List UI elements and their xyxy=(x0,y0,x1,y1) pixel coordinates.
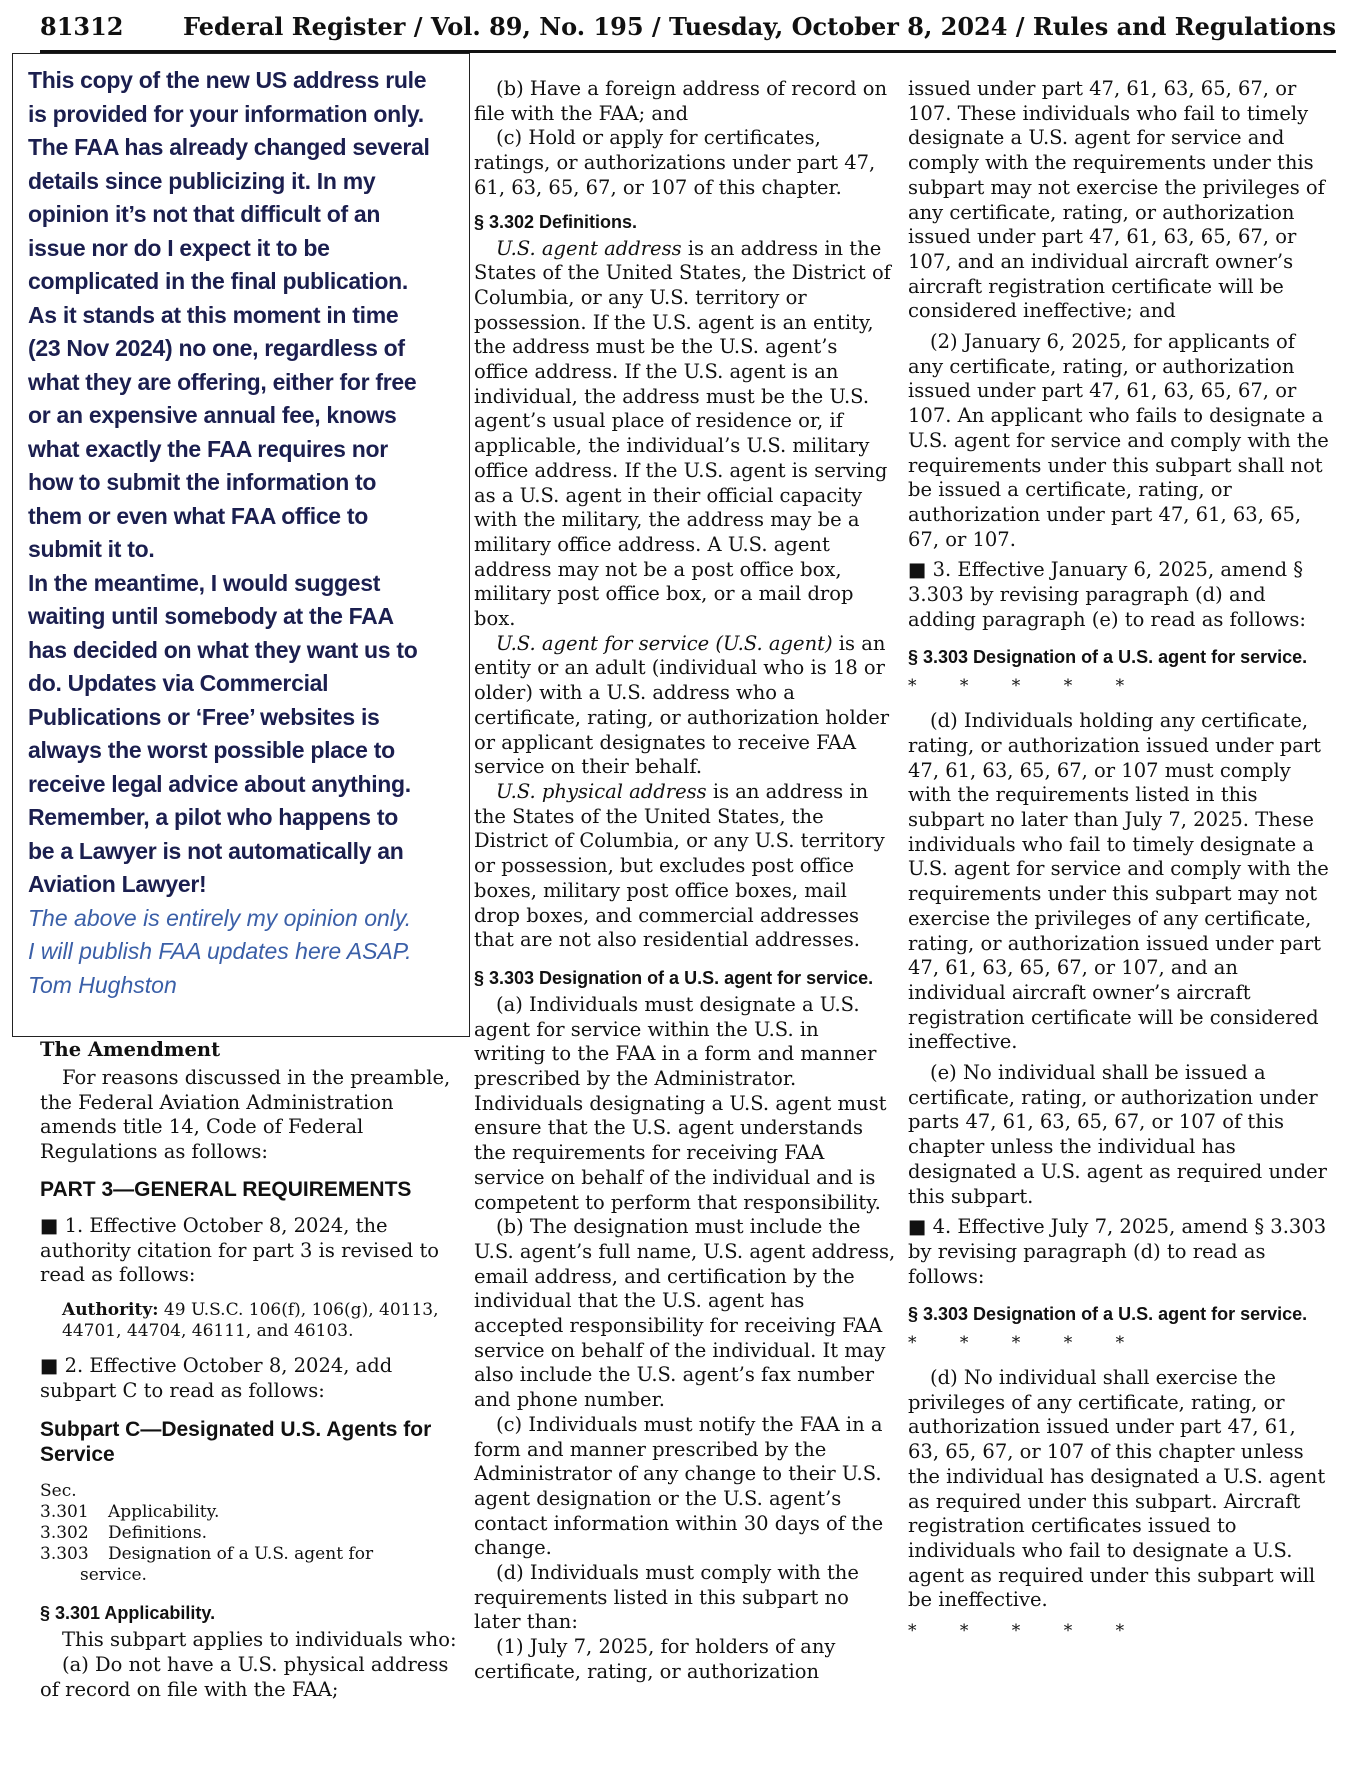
revised-e: (e) No individual shall be issued a certificate, rating, or authorization under parts 47, 61, 63, 65, 67, or 107 of this chapter unless the individual has designated a U.S. agent as required under this subpart. xyxy=(908,1061,1327,1208)
publication-title: Federal Register / Vol. 89, No. 195 / Tuesday, October 8, 2024 / Rules and Regulations xyxy=(183,12,1336,41)
final-d: (d) No individual shall exercise the privileges of any certificate, rating, or authorization issued under part 47, 61, 63, 65, 67, or 107 of this chapter unless the individual has designated a U.S. agent as required under this subpart. Aircraft registration certificates issued to individuals who fail to designate a U.S. agent as required under this subpart will be ineffective. xyxy=(908,1366,1326,1612)
note-line: Aviation Lawyer! xyxy=(28,871,207,897)
note-line: has decided on what they want us to xyxy=(28,636,418,663)
note-line: complicated in the final publication. xyxy=(28,268,408,294)
note-line: issue nor do I expect it to be xyxy=(28,234,330,261)
note-signature: Tom Hughston xyxy=(28,971,177,998)
amendment-heading: The Amendment xyxy=(40,1038,221,1061)
note-line: receive legal advice about anything. xyxy=(28,770,411,797)
note-line: or an expensive annual fee, knows xyxy=(28,402,397,428)
designation-c: (c) Individuals must notify the FAA in a form and manner prescribed by the Administrator of any change to their U.S. agent designation or the U.S. agent’s contact information within 30 days of the change. xyxy=(474,1412,884,1560)
designation-d2: (2) January 6, 2025, for applicants of any certificate, rating, or authorization issued under part 47, 61, 63, 65, 67, or 107. An applicant who fails to designate a U.S. agent for service and comply with the requirements under this subpart shall not be issued a certificate, rating, or authorization under part 47, 61, 63, 65, 67, or 107. xyxy=(908,330,1329,551)
section-heading-3301: § 3.301 Applicability. xyxy=(40,1603,216,1624)
note-line: always the worst possible place to xyxy=(28,737,395,763)
toc-num: 3.303 xyxy=(40,1544,89,1565)
note-line: details since publicizing it. In my xyxy=(28,167,376,194)
designation-d1: (1) July 7, 2025, for holders of any certificate, rating, or authorization xyxy=(474,1635,836,1683)
subpart-heading: Subpart C—Designated U.S. Agents for Service xyxy=(40,1418,432,1467)
note-italic-line: I will publish FAA updates here ASAP. xyxy=(28,938,412,964)
note-line: is provided for your information only. xyxy=(28,100,424,127)
toc-title: Definitions. xyxy=(108,1523,207,1544)
note-line: them or even what FAA office to xyxy=(28,502,369,529)
authority-label: Authority: xyxy=(62,1299,159,1320)
note-line: Remember, a pilot who happens to xyxy=(28,804,398,830)
designation-d: (d) Individuals must comply with the requirements listed in this subpart no later than: xyxy=(474,1561,859,1634)
note-italic-line: The above is entirely my opinion only. xyxy=(28,904,412,931)
definition-physical-address xyxy=(474,780,896,953)
note-line: be a Lawyer is not automatically an xyxy=(28,837,404,864)
column-2 xyxy=(474,77,896,1685)
section-heading-3303: § 3.303 Designation of a U.S. agent for service. xyxy=(474,967,874,988)
applicability-text: This subpart applies to individuals who: xyxy=(62,1628,457,1652)
amendatory-item-2: ■ 2. Effective October 8, 2024, add subpart C to read as follows: xyxy=(40,1354,460,1403)
note-line: In the meantime, I would suggest xyxy=(28,569,381,596)
note-line: As it stands at this moment in time xyxy=(28,301,399,328)
section-heading-3303-a: § 3.303 Designation of a U.S. agent for service. xyxy=(908,647,1308,668)
page-header xyxy=(40,12,1336,48)
column-1 xyxy=(40,1038,460,1702)
note-line: how to submit the information to xyxy=(28,469,377,495)
note-italic-text xyxy=(28,902,459,1003)
definition-term: U.S. agent address xyxy=(496,236,682,260)
toc-title: Designation of a U.S. agent for xyxy=(108,1544,374,1565)
amendment-text: For reasons discussed in the preamble, the Federal Aviation Administration amends title 14, Code of Federal Regulations as follows: xyxy=(40,1066,451,1164)
note-line: submit it to. xyxy=(28,536,155,562)
revised-d: (d) Individuals holding any certificate, rating, or authorization issued under part 47, 61, 63, 65, 67, or 107 must comply with the requirements listed in this subpart no later than July 7, 2025. These individuals who fail to timely designate a U.S. agent for service and comply with the requirements under this subpart may not exercise the privileges of any certificate, rating, or authorization issued under part 47, 61, 63, 65, 67, or 107, and an individual aircraft owner’s aircraft registration certificate will be considered ineffective. xyxy=(908,709,1329,1054)
note-line: Publications or ‘Free’ websites is xyxy=(28,703,380,730)
definition-text: is an address in the States of the United States, the District of Columbia, or any U.S. territory or possession. If the U.S. agent is an entity, the address must be the U.S. agent’s office address. If the U.S. agent is an individual, the address must be the U.S. agent’s usual place of residence or, if applicable, the individual’s U.S. military office address. If the U.S. agent is serving as a U.S. agent in their official capacity with the military, the address may be a military office address. A U.S. agent address may not be a post office box, military post office box, or a mail drop box. xyxy=(474,236,891,631)
amendatory-item-1: ■ 1. Effective October 8, 2024, the authority citation for part 3 is revised to read as follows: xyxy=(40,1214,460,1288)
toc-continuation: service. xyxy=(80,1565,147,1586)
definition-agent-for-service xyxy=(474,632,896,780)
omission-stars: * * * * * xyxy=(908,1333,1125,1354)
definition-term: U.S. physical address xyxy=(496,779,707,803)
designation-d1-continued: issued under part 47, 61, 63, 65, 67, or 107. These individuals who fail to timely designate a U.S. agent for service and comply with the requirements under this subpart may not exercise the privileges of any certificate, rating, or authorization issued under part 47, 61, 63, 65, 67, or 107, and an individual aircraft owner’s aircraft registration certificate will be considered ineffective; and xyxy=(908,77,1325,323)
amendatory-item-3: ■ 3. Effective January 6, 2025, amend § 3.303 by revising paragraph (d) and adding paragraph (e) to read as follows: xyxy=(908,558,1330,632)
section-heading-3303-b: § 3.303 Designation of a U.S. agent for service. xyxy=(908,1304,1308,1325)
note-bold-text xyxy=(28,64,459,902)
omission-stars: * * * * * xyxy=(908,676,1125,697)
authority-text: 49 U.S.C. 106(f), 106(g), 40113, 44701, 44704, 46111, and 46103. xyxy=(62,1299,439,1341)
editor-note-box xyxy=(12,53,470,1037)
definition-text: is an entity or an adult (individual who is 18 or older) with a U.S. address who a certificate, rating, or authorization holder or applicant designates to receive FAA service on their behalf. xyxy=(474,631,890,779)
toc-num: 3.301 xyxy=(40,1502,89,1523)
note-line: The FAA has already changed several xyxy=(28,134,430,160)
page-number: 81312 xyxy=(40,12,124,41)
applicability-a: (a) Do not have a U.S. physical address of record on file with the FAA; xyxy=(40,1653,449,1701)
section-heading-3302: § 3.302 Definitions. xyxy=(474,211,638,232)
designation-b: (b) The designation must include the U.S. agent’s full name, U.S. agent address, email address, and certification by the individual that the U.S. agent has accepted responsibility for receiving FAA service on behalf of the individual. It may also include the U.S. agent’s fax number and phone number. xyxy=(474,1215,896,1412)
note-line: do. Updates via Commercial xyxy=(28,670,329,696)
omission-stars: * * * * * xyxy=(908,1621,1125,1642)
applicability-c: (c) Hold or apply for certificates, ratings, or authorizations under part 47, 61, 63, 65, 67, or 107 of this chapter. xyxy=(474,126,876,199)
toc-num: 3.302 xyxy=(40,1523,89,1544)
column-3 xyxy=(908,77,1330,1654)
toc-row xyxy=(40,1544,460,1565)
note-line: what they are offering, either for free xyxy=(28,368,417,395)
amendatory-item-4: ■ 4. Effective July 7, 2025, amend § 3.303 by revising paragraph (d) to read as follows: xyxy=(908,1215,1330,1289)
toc-label: Sec. xyxy=(40,1481,77,1502)
toc-title: Applicability. xyxy=(108,1502,220,1523)
applicability-b: (b) Have a foreign address of record on file with the FAA; and xyxy=(474,77,888,125)
note-line: This copy of the new US address rule xyxy=(28,67,427,93)
note-line: waiting until somebody at the FAA xyxy=(28,603,394,629)
toc-row xyxy=(40,1523,460,1544)
note-line: (23 Nov 2024) no one, regardless of xyxy=(28,335,405,361)
note-line: what exactly the FAA requires nor xyxy=(28,435,388,462)
note-line: opinion it’s not that difficult of an xyxy=(28,201,381,227)
definition-text: is an address in the States of the United States, the District of Columbia, or any U.S. territory or possession, but excludes post office boxes, military post office boxes, mail drop boxes, and commercial addresses that are not also residential addresses. xyxy=(474,779,885,952)
designation-a: (a) Individuals must designate a U.S. agent for service within the U.S. in writing to the FAA in a form and manner prescribed by the Administrator. Individuals designating a U.S. agent must ensure that the U.S. agent understands the requirements for receiving FAA service on behalf of the individual and is competent to perform that responsibility. xyxy=(474,992,887,1214)
authority-citation xyxy=(62,1300,460,1342)
definition-agent-address xyxy=(474,237,896,632)
part-heading: PART 3—GENERAL REQUIREMENTS xyxy=(40,1177,412,1201)
definition-term: U.S. agent for service (U.S. agent) xyxy=(496,631,833,655)
toc-row xyxy=(40,1502,460,1523)
